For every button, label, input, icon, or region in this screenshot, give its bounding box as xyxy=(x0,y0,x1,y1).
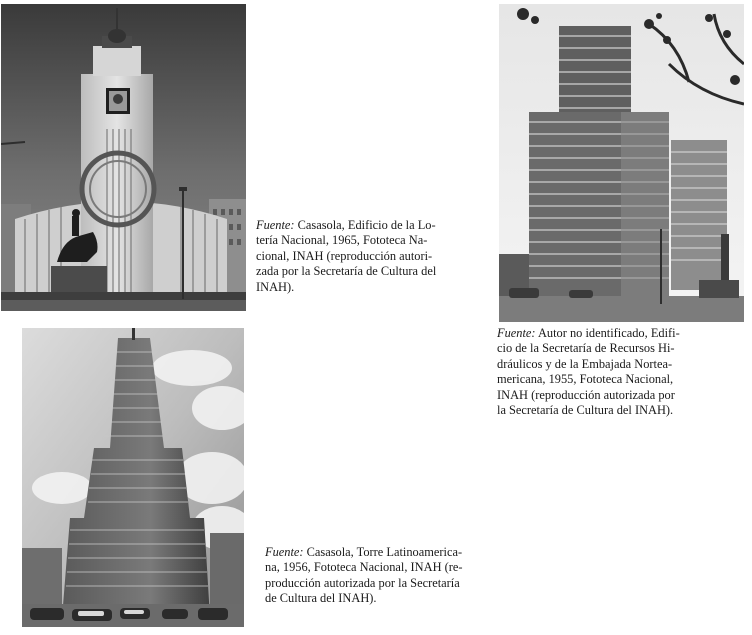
caption-source-label: Fuente: xyxy=(497,326,536,340)
caption-line: la Secretaría de Cultura del INAH). xyxy=(497,403,674,418)
caption-torre-latinoamericana xyxy=(265,545,463,607)
photo-loteria-nacional xyxy=(1,4,246,311)
caption-line: producción autorizada por la Secretaría xyxy=(265,575,460,590)
caption-text: Autor no identificado, Edifi- xyxy=(537,326,680,340)
caption-line: na, 1956, Fototeca Nacional, INAH (re- xyxy=(265,560,463,575)
caption-line xyxy=(265,545,463,560)
caption-line: de Cultura del INAH). xyxy=(265,591,377,606)
caption-source-label: Fuente: xyxy=(265,545,304,559)
caption-line xyxy=(497,326,680,341)
caption-text: Casasola, Edificio de la Lo- xyxy=(297,218,436,232)
caption-line xyxy=(256,218,436,233)
photo-hidraulicos-illustration xyxy=(499,4,744,322)
photo-recursos-hidraulicos xyxy=(499,4,744,322)
caption-line: cional, INAH (reproducción autori- xyxy=(256,248,433,263)
caption-line: zada por la Secretaría de Cultura del xyxy=(256,264,437,279)
caption-text: Casasola, Torre Latinoamerica- xyxy=(306,545,463,559)
caption-recursos-hidraulicos xyxy=(497,326,680,418)
caption-source-label: Fuente: xyxy=(256,218,295,232)
photo-torre-illustration xyxy=(22,328,244,627)
photo-loteria-illustration xyxy=(1,4,246,311)
photo-torre-latinoamericana xyxy=(22,328,244,627)
caption-line: dráulicos y de la Embajada Nortea- xyxy=(497,356,673,371)
caption-line: mericana, 1955, Fototeca Nacional, xyxy=(497,372,674,387)
caption-line: tería Nacional, 1965, Fototeca Na- xyxy=(256,233,428,248)
caption-line: INAH (reproducción autorizada por xyxy=(497,387,675,402)
caption-line: INAH). xyxy=(256,279,295,294)
caption-line: cio de la Secretaría de Recursos Hi- xyxy=(497,341,675,356)
caption-loteria-nacional xyxy=(256,218,436,295)
